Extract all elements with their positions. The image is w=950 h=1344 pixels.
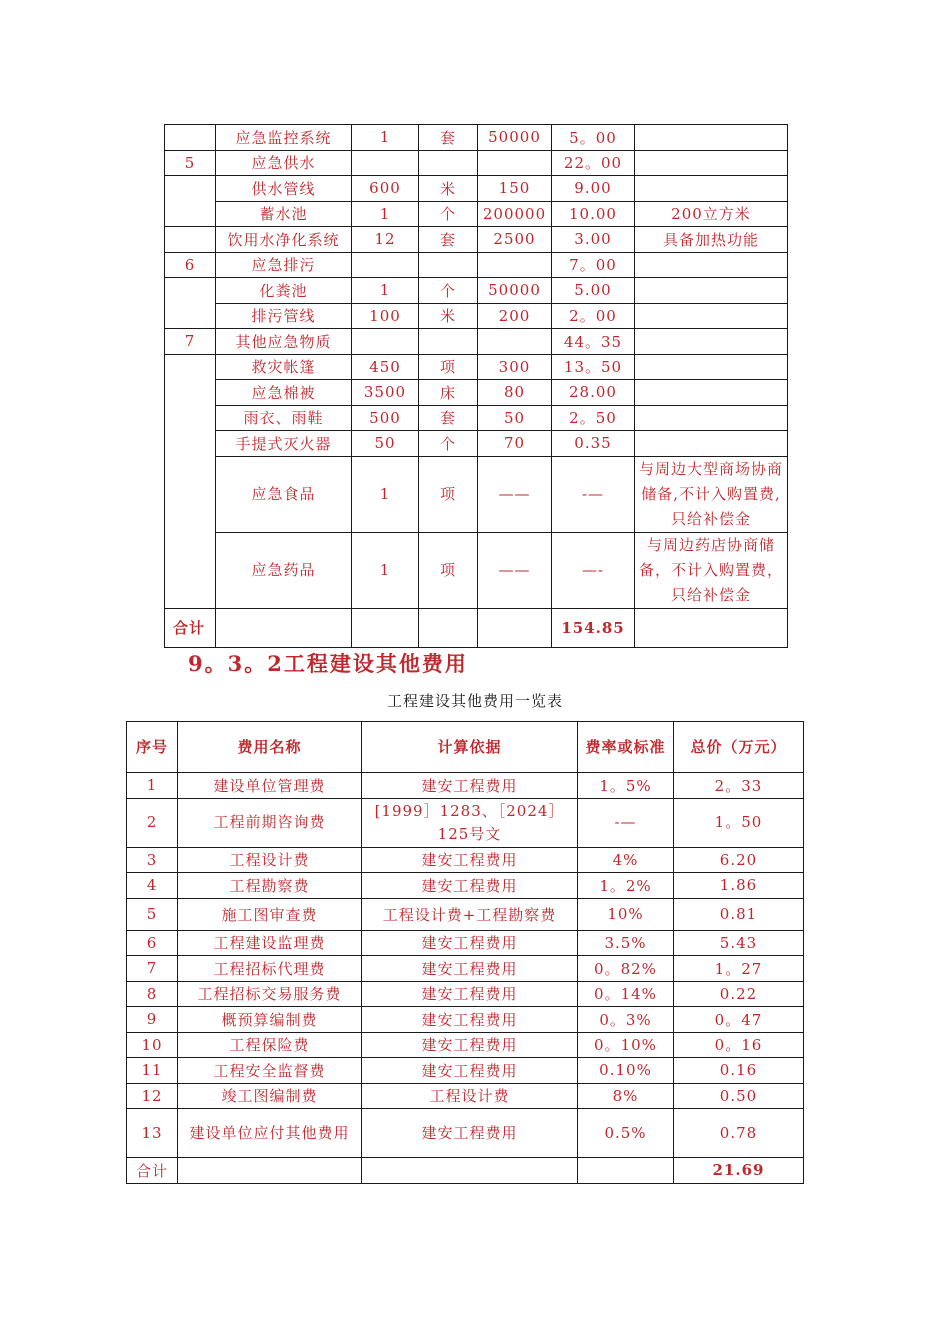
item-amount: 0.35 <box>552 431 635 457</box>
empty-cell <box>419 608 478 647</box>
table-row <box>127 1058 804 1084</box>
item-unit-price: —— <box>478 532 552 608</box>
item-unit: 米 <box>419 303 478 329</box>
cost-basis: 建安工程费用 <box>362 1007 578 1033</box>
table-row <box>165 252 788 278</box>
table-row <box>127 1083 804 1109</box>
table-row <box>127 1007 804 1033</box>
item-note: 具备加热功能 <box>635 227 788 253</box>
item-unit-price <box>478 329 552 355</box>
row-number: 1 <box>127 773 178 799</box>
table-row <box>165 150 788 176</box>
item-quantity <box>352 252 419 278</box>
cost-total: 2。33 <box>674 773 804 799</box>
row-number: 12 <box>127 1083 178 1109</box>
cost-name: 工程前期咨询费 <box>178 798 362 847</box>
section-heading: 9。3。2工程建设其他费用 <box>188 651 468 676</box>
item-note: 与周边大型商场协商储备,不计入购置费,只给补偿金 <box>635 456 788 532</box>
table-row <box>127 847 804 873</box>
item-name: 其他应急物质 <box>216 329 352 355</box>
cost-basis: 建安工程费用 <box>362 773 578 799</box>
cost-rate: 0。82% <box>578 956 674 982</box>
item-note <box>635 150 788 176</box>
item-quantity <box>352 150 419 176</box>
item-note <box>635 380 788 406</box>
empty-cell <box>352 608 419 647</box>
cost-rate: 0.10% <box>578 1058 674 1084</box>
header-name: 费用名称 <box>178 722 362 773</box>
item-unit: 床 <box>419 380 478 406</box>
cost-rate: 1。2% <box>578 873 674 899</box>
row-number: 2 <box>127 798 178 847</box>
item-unit: 项 <box>419 532 478 608</box>
table-row <box>165 125 788 151</box>
cost-rate: 0。10% <box>578 1032 674 1058</box>
item-amount: 2。50 <box>552 405 635 431</box>
item-amount: 44。35 <box>552 329 635 355</box>
cost-basis: 建安工程费用 <box>362 873 578 899</box>
item-quantity: 100 <box>352 303 419 329</box>
item-amount: 13。50 <box>552 354 635 380</box>
item-amount: 22。00 <box>552 150 635 176</box>
item-amount: 5。00 <box>552 125 635 151</box>
row-number: 10 <box>127 1032 178 1058</box>
cost-rate: 0。14% <box>578 981 674 1007</box>
cost-name: 工程设计费 <box>178 847 362 873</box>
item-quantity: 50 <box>352 431 419 457</box>
item-amount: 10.00 <box>552 201 635 227</box>
total-amount: 154.85 <box>552 608 635 647</box>
cost-total: 0.22 <box>674 981 804 1007</box>
total-amount: 21.69 <box>674 1158 804 1184</box>
item-name: 应急供水 <box>216 150 352 176</box>
table-row <box>165 380 788 406</box>
cost-name: 工程保险费 <box>178 1032 362 1058</box>
item-note <box>635 405 788 431</box>
emergency-materials-table <box>164 124 788 648</box>
row-number: 4 <box>127 873 178 899</box>
cost-name: 工程建设监理费 <box>178 930 362 956</box>
cost-rate: -— <box>578 798 674 847</box>
empty-cell <box>635 608 788 647</box>
table-row <box>127 930 804 956</box>
item-note: 200立方米 <box>635 201 788 227</box>
cost-basis: 建安工程费用 <box>362 956 578 982</box>
total-row <box>165 608 788 647</box>
table-row <box>165 176 788 202</box>
item-note <box>635 125 788 151</box>
row-number: 3 <box>127 847 178 873</box>
cost-name: 施工图审查费 <box>178 898 362 930</box>
item-amount: -— <box>552 456 635 532</box>
cost-total: 5.43 <box>674 930 804 956</box>
item-unit: 套 <box>419 125 478 151</box>
item-unit-price: 150 <box>478 176 552 202</box>
item-name: 应急监控系统 <box>216 125 352 151</box>
item-note: 与周边药店协商储备，不计入购置费，只给补偿金 <box>635 532 788 608</box>
item-amount: 28.00 <box>552 380 635 406</box>
row-number <box>165 354 216 608</box>
item-note <box>635 252 788 278</box>
cost-total: 0.16 <box>674 1058 804 1084</box>
item-amount: 2。00 <box>552 303 635 329</box>
row-number: 11 <box>127 1058 178 1084</box>
table-row <box>165 329 788 355</box>
cost-name: 概预算编制费 <box>178 1007 362 1033</box>
table-caption: 工程建设其他费用一览表 <box>386 692 563 710</box>
item-unit: 套 <box>419 405 478 431</box>
item-note <box>635 431 788 457</box>
cost-basis: 建安工程费用 <box>362 847 578 873</box>
row-number: 8 <box>127 981 178 1007</box>
item-note <box>635 303 788 329</box>
item-amount: 3.00 <box>552 227 635 253</box>
row-number <box>165 125 216 151</box>
item-name: 饮用水净化系统 <box>216 227 352 253</box>
cost-total: 6.20 <box>674 847 804 873</box>
item-note <box>635 278 788 304</box>
other-costs-table <box>126 721 804 1184</box>
item-unit: 个 <box>419 201 478 227</box>
table-row <box>165 201 788 227</box>
row-number <box>165 176 216 227</box>
item-unit-price: 70 <box>478 431 552 457</box>
cost-name: 建设单位应付其他费用 <box>178 1109 362 1158</box>
table-row <box>165 532 788 608</box>
item-amount: 7。00 <box>552 252 635 278</box>
cost-name: 工程招标交易服务费 <box>178 981 362 1007</box>
table-row <box>165 405 788 431</box>
item-note <box>635 354 788 380</box>
empty-cell <box>178 1158 362 1184</box>
item-unit: 个 <box>419 431 478 457</box>
item-amount: —- <box>552 532 635 608</box>
table-row <box>165 354 788 380</box>
header-basis: 计算依据 <box>362 722 578 773</box>
table-row <box>165 278 788 304</box>
row-number: 6 <box>127 930 178 956</box>
item-quantity: 600 <box>352 176 419 202</box>
item-name: 供水管线 <box>216 176 352 202</box>
item-name: 手提式灭火器 <box>216 431 352 457</box>
item-name: 排污管线 <box>216 303 352 329</box>
cost-total: 0.50 <box>674 1083 804 1109</box>
item-unit: 米 <box>419 176 478 202</box>
item-unit-price: 200 <box>478 303 552 329</box>
cost-rate: 1。5% <box>578 773 674 799</box>
row-number: 5 <box>127 898 178 930</box>
total-label: 合计 <box>165 608 216 647</box>
row-number: 9 <box>127 1007 178 1033</box>
cost-basis: 建安工程费用 <box>362 1032 578 1058</box>
item-unit <box>419 150 478 176</box>
row-number <box>165 227 216 253</box>
item-quantity: 1 <box>352 532 419 608</box>
cost-total: 0。16 <box>674 1032 804 1058</box>
table-row <box>127 1032 804 1058</box>
item-name: 蓄水池 <box>216 201 352 227</box>
table-row <box>127 1109 804 1158</box>
item-unit-price <box>478 150 552 176</box>
item-name: 应急药品 <box>216 532 352 608</box>
row-number: 13 <box>127 1109 178 1158</box>
cost-total: 1。50 <box>674 798 804 847</box>
item-unit: 套 <box>419 227 478 253</box>
table-row <box>127 798 804 847</box>
table-row <box>165 431 788 457</box>
table-row <box>127 773 804 799</box>
item-name: 雨衣、雨鞋 <box>216 405 352 431</box>
item-quantity: 12 <box>352 227 419 253</box>
total-label: 合计 <box>127 1158 178 1184</box>
row-number: 5 <box>165 150 216 176</box>
header-no: 序号 <box>127 722 178 773</box>
cost-total: 0.81 <box>674 898 804 930</box>
item-unit-price: 50 <box>478 405 552 431</box>
empty-cell <box>362 1158 578 1184</box>
item-quantity: 500 <box>352 405 419 431</box>
cost-name: 建设单位管理费 <box>178 773 362 799</box>
row-number: 7 <box>127 956 178 982</box>
cost-basis: 工程设计费 <box>362 1083 578 1109</box>
total-row <box>127 1158 804 1184</box>
empty-cell <box>578 1158 674 1184</box>
cost-basis: [1999］1283、［2024］125号文 <box>362 798 578 847</box>
table-row <box>165 303 788 329</box>
cost-basis: 建安工程费用 <box>362 930 578 956</box>
header-total: 总价（万元） <box>674 722 804 773</box>
item-name: 应急食品 <box>216 456 352 532</box>
table-row <box>127 981 804 1007</box>
header-rate: 费率或标准 <box>578 722 674 773</box>
item-unit: 项 <box>419 354 478 380</box>
cost-name: 工程安全监督费 <box>178 1058 362 1084</box>
empty-cell <box>478 608 552 647</box>
table-row <box>165 227 788 253</box>
item-quantity: 1 <box>352 201 419 227</box>
item-quantity: 1 <box>352 125 419 151</box>
item-unit-price: —— <box>478 456 552 532</box>
cost-basis: 工程设计费+工程勘察费 <box>362 898 578 930</box>
item-quantity <box>352 329 419 355</box>
cost-total: 0。47 <box>674 1007 804 1033</box>
table-row <box>127 956 804 982</box>
cost-name: 竣工图编制费 <box>178 1083 362 1109</box>
item-unit-price <box>478 252 552 278</box>
cost-rate: 8% <box>578 1083 674 1109</box>
item-quantity: 1 <box>352 456 419 532</box>
item-unit <box>419 252 478 278</box>
cost-rate: 3.5% <box>578 930 674 956</box>
cost-total: 1。27 <box>674 956 804 982</box>
item-name: 救灾帐篷 <box>216 354 352 380</box>
cost-total: 0.78 <box>674 1109 804 1158</box>
item-unit-price: 2500 <box>478 227 552 253</box>
cost-rate: 0。3% <box>578 1007 674 1033</box>
row-number: 6 <box>165 252 216 278</box>
item-unit: 个 <box>419 278 478 304</box>
empty-cell <box>216 608 352 647</box>
item-unit-price: 80 <box>478 380 552 406</box>
item-name: 化粪池 <box>216 278 352 304</box>
cost-total: 1.86 <box>674 873 804 899</box>
item-unit-price: 50000 <box>478 125 552 151</box>
cost-basis: 建安工程费用 <box>362 1058 578 1084</box>
item-amount: 5.00 <box>552 278 635 304</box>
row-number <box>165 278 216 329</box>
cost-rate: 0.5% <box>578 1109 674 1158</box>
item-quantity: 1 <box>352 278 419 304</box>
item-unit <box>419 329 478 355</box>
item-note <box>635 176 788 202</box>
item-unit-price: 300 <box>478 354 552 380</box>
header-row <box>127 722 804 773</box>
table-row <box>127 898 804 930</box>
cost-basis: 建安工程费用 <box>362 1109 578 1158</box>
item-name: 应急排污 <box>216 252 352 278</box>
cost-rate: 10% <box>578 898 674 930</box>
cost-name: 工程招标代理费 <box>178 956 362 982</box>
table-row <box>165 456 788 532</box>
row-number: 7 <box>165 329 216 355</box>
item-unit-price: 50000 <box>478 278 552 304</box>
item-name: 应急棉被 <box>216 380 352 406</box>
cost-rate: 4% <box>578 847 674 873</box>
item-unit-price: 200000 <box>478 201 552 227</box>
item-quantity: 450 <box>352 354 419 380</box>
item-unit: 项 <box>419 456 478 532</box>
cost-basis: 建安工程费用 <box>362 981 578 1007</box>
item-amount: 9.00 <box>552 176 635 202</box>
cost-name: 工程勘察费 <box>178 873 362 899</box>
table-row <box>127 873 804 899</box>
item-note <box>635 329 788 355</box>
item-quantity: 3500 <box>352 380 419 406</box>
